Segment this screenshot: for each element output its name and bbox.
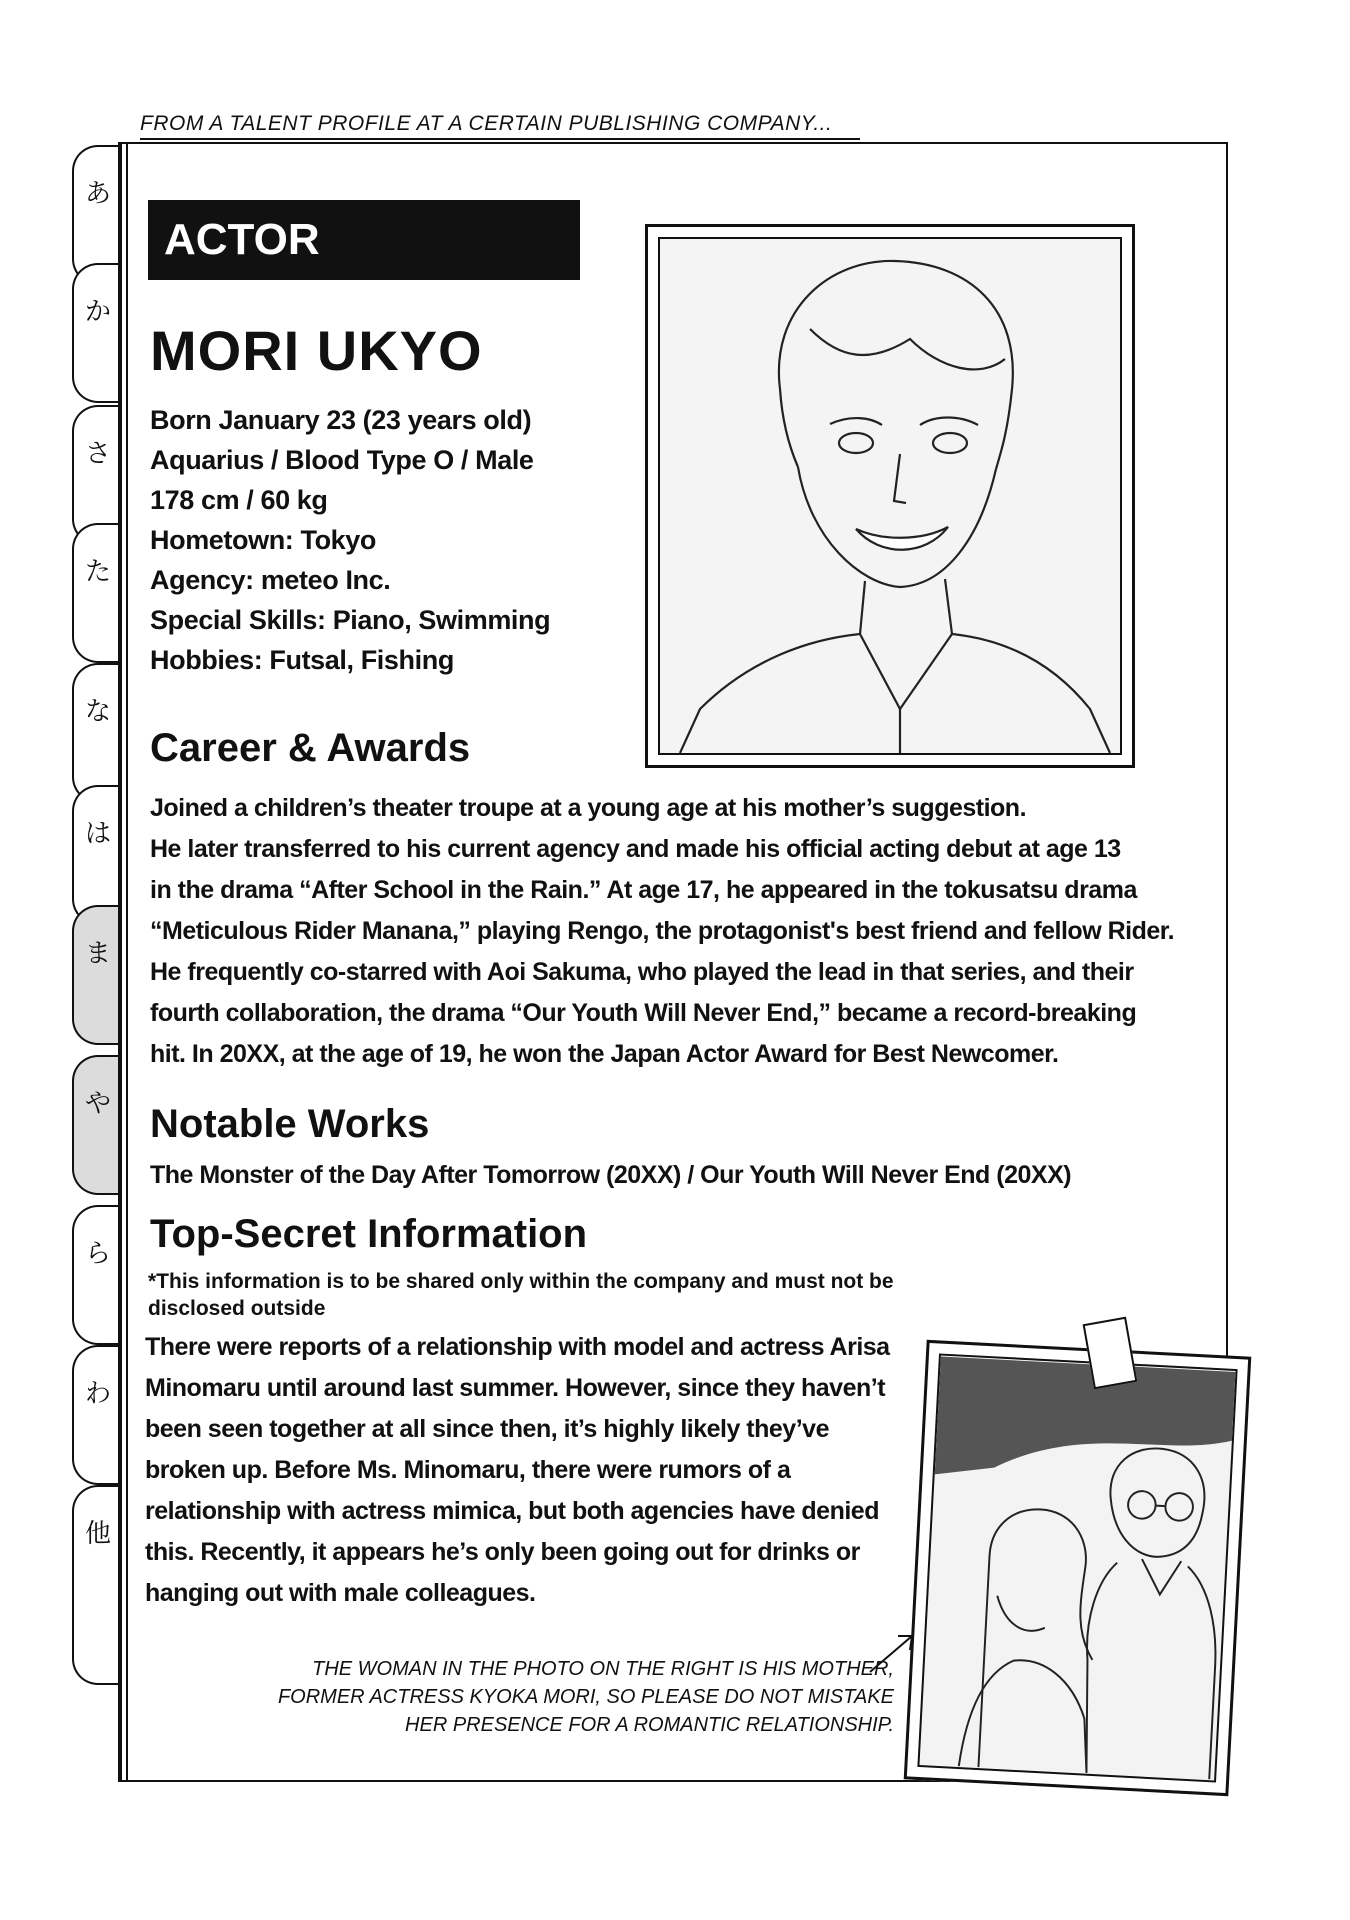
index-tab[interactable]: さ xyxy=(72,405,122,545)
actor-name: MORI UKYO xyxy=(150,319,483,382)
career-line: “Meticulous Rider Manana,” playing Rengo, the protagonist's best friend and fellow Rider. xyxy=(150,917,1175,945)
secret-line: There were reports of a relationship with model and actress Arisa xyxy=(145,1333,890,1361)
secret-disclaimer xyxy=(148,1268,1048,1322)
career-line: He frequently co-starred with Aoi Sakuma, who played the lead in that series, and their xyxy=(150,958,1134,986)
index-tab[interactable]: ま xyxy=(72,905,122,1045)
caption-line: THE WOMAN IN THE PHOTO ON THE RIGHT IS HIS MOTHER, xyxy=(312,1658,894,1680)
career-line: Joined a children’s theater troupe at a young age at his mother’s suggestion. xyxy=(150,794,1027,822)
header-caption: FROM A TALENT PROFILE AT A CERTAIN PUBLISHING COMPANY... xyxy=(140,112,860,140)
detail-hobbies: Hobbies: Futsal, Fishing xyxy=(150,645,454,675)
secret-line: hanging out with male colleagues. xyxy=(145,1579,536,1607)
portrait-illustration xyxy=(660,239,1120,753)
secret-line: broken up. Before Ms. Minomaru, there were rumors of a xyxy=(145,1456,791,1484)
portrait-photo xyxy=(645,224,1135,768)
snapshot-photo xyxy=(904,1340,1252,1796)
secret-text xyxy=(145,1327,945,1614)
career-heading: Career & Awards xyxy=(150,726,471,770)
card-binding-line xyxy=(126,142,128,1782)
secret-line: this. Recently, it appears he’s only been going out for drinks or xyxy=(145,1538,860,1566)
secret-line: been seen together at all since then, it’s highly likely they’ve xyxy=(145,1415,829,1443)
index-tab[interactable]: あ xyxy=(72,145,122,285)
career-line: He later transferred to his current agency and made his official acting debut at age 13 xyxy=(150,835,1121,863)
index-tab[interactable]: た xyxy=(72,523,122,663)
secret-line: relationship with actress mimica, but both agencies have denied xyxy=(145,1497,879,1525)
secret-line: Minomaru until around last summer. However, since they haven’t xyxy=(145,1374,886,1402)
career-line: hit. In 20XX, at the age of 19, he won the Japan Actor Award for Best Newcomer. xyxy=(150,1040,1059,1068)
works-line: The Monster of the Day After Tomorrow (20XX) / Our Youth Will Never End (20XX) xyxy=(150,1161,1072,1189)
detail-birthday: Born January 23 (23 years old) xyxy=(150,405,532,435)
caption-line: HER PRESENCE FOR A ROMANTIC RELATIONSHIP. xyxy=(405,1714,894,1736)
caption-line: FORMER ACTRESS KYOKA MORI, SO PLEASE DO NOT MISTAKE xyxy=(277,1686,894,1708)
secret-heading: Top-Secret Information xyxy=(150,1212,588,1256)
detail-hometown: Hometown: Tokyo xyxy=(150,525,376,555)
index-tab[interactable]: か xyxy=(72,263,122,403)
works-text xyxy=(150,1155,1210,1196)
snapshot-illustration xyxy=(919,1356,1235,1781)
disclaimer-line: disclosed outside xyxy=(148,1297,326,1320)
snapshot-image xyxy=(917,1353,1237,1782)
index-tab[interactable]: な xyxy=(72,663,122,803)
index-tab[interactable]: ら xyxy=(72,1205,122,1345)
detail-sign-blood-gender: Aquarius / Blood Type O / Male xyxy=(150,445,534,475)
detail-skills: Special Skills: Piano, Swimming xyxy=(150,605,551,635)
category-banner: ACTOR xyxy=(148,200,580,280)
photo-caption xyxy=(208,1655,894,1739)
profile-details xyxy=(150,400,650,680)
career-text xyxy=(150,788,1210,1075)
index-tab[interactable]: わ xyxy=(72,1345,122,1485)
detail-height-weight: 178 cm / 60 kg xyxy=(150,485,328,515)
index-tab[interactable]: や xyxy=(72,1055,122,1195)
disclaimer-line: *This information is to be shared only within the company and must not be xyxy=(148,1270,894,1293)
works-heading: Notable Works xyxy=(150,1102,430,1146)
index-tab[interactable]: は xyxy=(72,785,122,925)
detail-agency: Agency: meteo Inc. xyxy=(150,565,391,595)
career-line: in the drama “After School in the Rain.” At age 17, he appeared in the tokusatsu drama xyxy=(150,876,1137,904)
portrait-image xyxy=(658,237,1122,755)
index-tab[interactable]: 他 xyxy=(72,1485,122,1685)
career-line: fourth collaboration, the drama “Our Youth Will Never End,” became a record-breaking xyxy=(150,999,1137,1027)
